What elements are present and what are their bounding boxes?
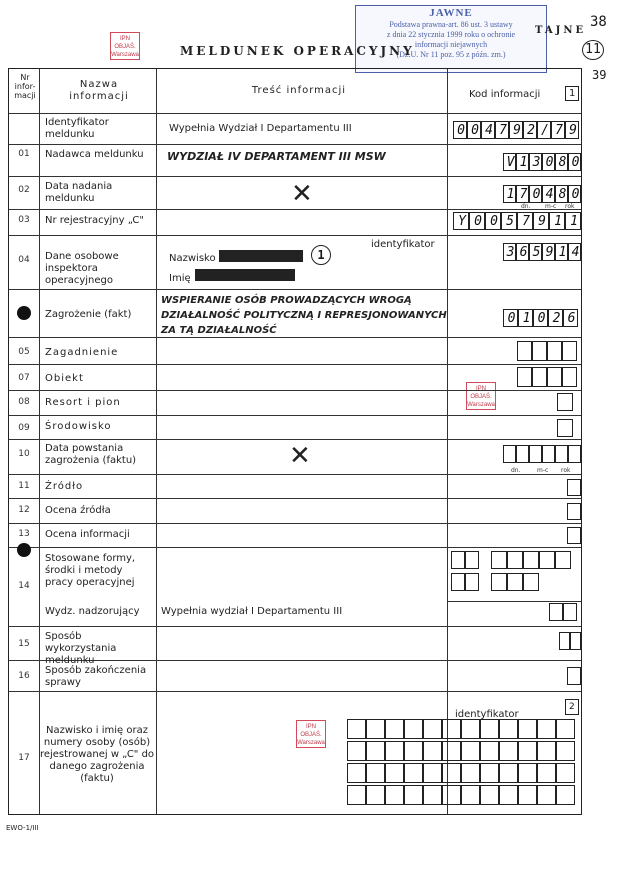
row-label-nr-rejestracyjny: Nr rejestracyjny „C" <box>45 215 144 226</box>
code-digit-box <box>503 185 516 203</box>
col-header-kod: Kod informacji <box>469 89 541 100</box>
code-digit: 7 <box>519 187 528 202</box>
row-divider <box>9 289 581 290</box>
code-digit-box <box>542 153 555 171</box>
code-digit: 7 <box>499 123 507 138</box>
row-content-zagrozenie: WSPIERANIE OSÓB PROWADZĄCYCH WROGĄ DZIAŁALNOŚĆ POLITYCZNĄ I REPRESJONOWANYCH ZA TĄ DZIAŁALNOŚĆ <box>161 295 447 336</box>
nazwisko-label: Nazwisko <box>169 253 216 264</box>
code-digit-box <box>516 185 529 203</box>
row-nr: 16 <box>18 671 30 681</box>
row-nr: 09 <box>18 423 30 433</box>
binder-dot <box>17 306 31 320</box>
code-digit-box <box>503 309 518 327</box>
code-box <box>567 503 581 520</box>
row-divider <box>9 209 581 210</box>
code-digit-box <box>347 763 366 783</box>
code-digit-box <box>556 785 575 805</box>
code-digit-box <box>532 341 547 361</box>
row-nr: 11 <box>18 481 30 491</box>
code-digit-box <box>565 212 581 230</box>
code-digit-box <box>555 185 568 203</box>
code-digit-box <box>516 445 529 463</box>
jawne-line-4: (Dz.U. Nr 11 poz. 95 z późn. zm.) <box>396 50 506 59</box>
row-label-srodowisko: Środowisko <box>45 421 112 432</box>
code-digit-box <box>469 212 485 230</box>
code-digit-box <box>453 212 469 230</box>
code-digit-box <box>495 121 509 139</box>
code-digit: 0 <box>571 187 580 202</box>
code-box <box>567 667 581 685</box>
code-digit: 1 <box>519 155 528 170</box>
code-digit-box <box>442 741 461 761</box>
code-digit-box <box>523 573 539 591</box>
code-digit-box <box>507 551 523 569</box>
row-label-nazwisko-imie: Nazwisko i imię oraz numery osoby (osób) rejestrowanej w „C" do danego zagrożenia (faktu) <box>39 725 155 784</box>
code-digit-box <box>347 741 366 761</box>
code-digit-box <box>517 367 532 387</box>
code-digit-box <box>451 551 465 569</box>
code-digit-box <box>517 341 532 361</box>
code-digit: 0 <box>490 214 498 229</box>
code-digit-box <box>562 341 577 361</box>
row-divider <box>9 415 581 416</box>
code-digit-box <box>559 632 570 650</box>
form-table <box>8 68 582 815</box>
ipn-line: OBJAŚ. <box>470 394 492 400</box>
code-digit-box <box>481 121 495 139</box>
row-nr: 02 <box>18 185 30 195</box>
ipn-line: OBJAŚ. <box>300 732 322 738</box>
code-digit-box <box>423 785 442 805</box>
code-digit-box <box>385 785 404 805</box>
code-digit: 1 <box>522 311 531 326</box>
row-nr: 14 <box>18 581 30 591</box>
code-digit-box <box>366 719 385 739</box>
code-digit-box <box>537 741 556 761</box>
code-digit-box <box>549 603 563 621</box>
code-box <box>567 527 581 544</box>
row-divider <box>9 474 581 475</box>
row-nr: 07 <box>18 373 30 383</box>
code-digit-box <box>518 763 537 783</box>
row-nr: 17 <box>18 753 30 763</box>
code-digit-box <box>347 785 366 805</box>
code-digit: 0 <box>457 123 465 138</box>
code-digit: 1 <box>558 245 567 260</box>
code-digit-box <box>509 121 523 139</box>
code-digit-box <box>423 763 442 783</box>
ipn-line: IPN <box>475 386 486 392</box>
redaction-nazwisko <box>219 250 303 262</box>
code-digit-box <box>385 719 404 739</box>
code-digit-box <box>563 309 578 327</box>
col-header-nazwa: Nazwa informacji <box>69 79 129 102</box>
code-digit-box <box>518 719 537 739</box>
col-header-nr: Nr infor- macji <box>14 73 36 100</box>
code-digit-box <box>485 212 501 230</box>
sub-rok: rok <box>565 203 575 210</box>
code-digit-box <box>549 212 565 230</box>
form-footer: EWO-1/III <box>6 824 39 832</box>
cross-mark: ✕ <box>289 441 311 471</box>
code-digit: 0 <box>545 155 554 170</box>
code-digit-box <box>523 551 539 569</box>
row-nr: 10 <box>18 449 30 459</box>
code-digit-box <box>404 719 423 739</box>
row-label-resort: Resort i pion <box>45 397 121 408</box>
code-digit: 2 <box>527 123 535 138</box>
code-digit-box <box>366 741 385 761</box>
code-digit-box <box>453 121 467 139</box>
code-digit-box <box>542 243 555 261</box>
code-digit-box <box>404 741 423 761</box>
box-2 <box>565 699 579 715</box>
code-digit-box <box>347 719 366 739</box>
code-digit-box <box>556 719 575 739</box>
row-divider <box>9 626 581 627</box>
margin-note-2: 11 <box>582 40 604 60</box>
code-digit-box <box>555 445 568 463</box>
code-digit: 4 <box>571 245 580 260</box>
code-digit: 9 <box>513 123 521 138</box>
code-digit-box <box>499 741 518 761</box>
code-digit-box <box>491 551 507 569</box>
code-digit-box <box>385 763 404 783</box>
code-digit-box <box>385 741 404 761</box>
code-digit-box <box>533 212 549 230</box>
row-divider <box>9 390 581 391</box>
identyfikator-label: identyfikator <box>371 239 435 250</box>
kod-box-value: 1 <box>569 88 576 99</box>
code-digit-box <box>568 243 581 261</box>
row-label-ocena-informacji: Ocena informacji <box>45 529 130 540</box>
code-digit-box <box>539 551 555 569</box>
code-digit-box <box>461 741 480 761</box>
col-divider <box>39 69 40 814</box>
code-digit-box <box>461 763 480 783</box>
code-digit-box <box>555 153 568 171</box>
code-digit-box <box>529 153 542 171</box>
code-digit-box <box>442 719 461 739</box>
code-digit: 8 <box>558 187 567 202</box>
code-digit-box <box>491 573 507 591</box>
row-content-identyfikator: Wypełnia Wydział I Departamentu III <box>169 123 352 134</box>
ipn-line: Warszawa <box>111 52 139 58</box>
row-divider <box>9 176 581 177</box>
code-digit-box <box>537 121 551 139</box>
margin-note-1: 38 <box>590 14 607 30</box>
code-digit-box <box>366 763 385 783</box>
row-label-obiekt: Obiekt <box>45 373 84 384</box>
code-digit: 7 <box>555 123 563 138</box>
row-label-sposob-wykorzystania: Sposób wykorzystania meldunku <box>45 631 117 666</box>
ipn-line: OBJAŚ. <box>114 44 136 50</box>
code-digit-box <box>523 121 537 139</box>
code-digit-box <box>547 367 562 387</box>
ipn-stamp-top <box>110 32 140 60</box>
code-digit-box <box>542 185 555 203</box>
row-label-stosowane-formy: Stosowane formy, środki i metody pracy operacyjnej <box>45 553 136 588</box>
code-digit: 0 <box>507 311 516 326</box>
sub-mc: m-c <box>537 467 549 474</box>
redaction-imie <box>195 269 295 281</box>
code-box <box>557 393 573 411</box>
jawne-line-2: z dnia 22 stycznia 1999 roku o ochronie <box>386 30 516 39</box>
code-digit: 9 <box>545 245 554 260</box>
col-divider <box>447 69 448 814</box>
code-digit-box <box>404 763 423 783</box>
row-nr: 04 <box>18 255 30 265</box>
code-digit-box <box>480 763 499 783</box>
col-divider <box>156 69 157 814</box>
code-digit-box <box>555 551 571 569</box>
binder-dot <box>17 543 31 557</box>
code-digit-box <box>366 785 385 805</box>
kod-box <box>565 86 579 101</box>
code-digit-box <box>442 763 461 783</box>
code-digit-box <box>542 445 555 463</box>
identyfikator-label-17: identyfikator <box>455 709 519 720</box>
code-box <box>557 419 573 437</box>
row-label-zrodlo: Źródło <box>45 481 84 492</box>
code-digit-box <box>547 341 562 361</box>
code-digit-box <box>499 763 518 783</box>
ipn-line: Warszawa <box>467 402 495 408</box>
code-digit: V <box>506 155 515 170</box>
code-digit-box <box>465 573 479 591</box>
code-digit-box <box>548 309 563 327</box>
imie-label: Imię <box>169 273 191 284</box>
row-nr: 05 <box>18 347 30 357</box>
code-digit-box <box>503 153 516 171</box>
code-digit: / <box>541 123 549 138</box>
code-digit: 0 <box>474 214 482 229</box>
code-digit-box <box>518 785 537 805</box>
row-label-ocena-zrodla: Ocena źródła <box>45 505 111 516</box>
row-divider <box>9 498 581 499</box>
code-digit: 3 <box>506 245 515 260</box>
jawne-line-1: Podstawa prawna-art. 86 ust. 3 ustawy <box>389 20 513 29</box>
sub-dn: dn. <box>511 467 521 474</box>
row-divider <box>9 547 581 548</box>
code-digit-box <box>537 719 556 739</box>
code-digit-box <box>423 741 442 761</box>
code-digit-box <box>537 785 556 805</box>
code-digit: 0 <box>471 123 479 138</box>
margin-note-3: 39 <box>592 68 607 82</box>
row-label-zagrozenie: Zagrożenie (fakt) <box>45 309 132 320</box>
code-digit-box <box>518 309 533 327</box>
row-subcontent-wydz: Wypełnia wydział I Departamentu III <box>161 606 343 617</box>
row-sublabel-wydz-nadzorujacy: Wydz. nadzorujący <box>45 606 140 617</box>
row-nr: 12 <box>18 505 30 515</box>
code-digit-box <box>568 445 581 463</box>
box-2-value: 2 <box>569 702 575 712</box>
circled-number: 1 <box>311 245 331 265</box>
jawne-stamp <box>355 5 547 73</box>
code-digit: 4 <box>545 187 554 202</box>
code-digit-box <box>518 741 537 761</box>
row-nr: 03 <box>18 215 30 225</box>
code-digit: 1 <box>506 187 515 202</box>
row-label-zagadnienie: Zagadnienie <box>45 347 119 358</box>
row-label-dane-osobowe: Dane osobowe inspektora operacyjnego <box>45 251 119 286</box>
code-digit: 5 <box>506 214 514 229</box>
code-digit-box <box>570 632 581 650</box>
code-digit-box <box>451 573 465 591</box>
code-digit-box <box>555 243 568 261</box>
code-digit-box <box>461 785 480 805</box>
code-digit-box <box>465 551 479 569</box>
code-digit-box <box>537 763 556 783</box>
code-digit: 1 <box>554 214 562 229</box>
code-digit-box <box>503 243 516 261</box>
code-digit-box <box>565 121 579 139</box>
row-divider <box>9 364 581 365</box>
code-digit: 6 <box>519 245 528 260</box>
code-digit-box <box>529 445 542 463</box>
row-nr: 08 <box>18 397 30 407</box>
code-digit: 0 <box>532 187 541 202</box>
code-digit-box <box>423 719 442 739</box>
code-digit-box <box>461 719 480 739</box>
code-digit-box <box>529 243 542 261</box>
code-digit: 5 <box>532 245 541 260</box>
code-digit: 2 <box>552 311 561 326</box>
row-divider <box>447 601 581 602</box>
row-label-identyfikator: Identyfikator meldunku <box>45 117 109 140</box>
code-digit-box <box>568 153 581 171</box>
code-digit-box <box>563 603 577 621</box>
row-nr: 15 <box>18 639 30 649</box>
ipn-line: IPN <box>119 36 130 42</box>
row-nr: 01 <box>18 149 30 159</box>
row-divider <box>9 691 581 692</box>
code-digit-box <box>442 785 461 805</box>
code-digit-box <box>480 741 499 761</box>
code-digit: 9 <box>538 214 546 229</box>
code-box <box>567 479 581 496</box>
code-digit-box <box>562 367 577 387</box>
code-digit: 3 <box>532 155 541 170</box>
code-digit: Y <box>458 214 466 229</box>
code-digit: 0 <box>537 311 546 326</box>
row-divider <box>9 235 581 236</box>
jawne-title: JAWNE <box>429 7 473 19</box>
code-digit-box <box>503 445 516 463</box>
row-nr: 13 <box>18 529 30 539</box>
code-digit-box <box>404 785 423 805</box>
jawne-line-3: informacji niejawnych <box>414 40 488 49</box>
page-title: MELDUNEK OPERACYJNY <box>180 44 415 58</box>
row-divider <box>9 113 581 114</box>
code-digit-box <box>551 121 565 139</box>
col-header-tresc: Treść informacji <box>251 85 347 96</box>
sub-dn: dn. <box>521 203 531 210</box>
code-digit-box <box>507 573 523 591</box>
code-digit-box <box>499 719 518 739</box>
classification: TAJNE <box>535 25 587 36</box>
row-content-nadawca: WYDZIAŁ IV DEPARTAMENT III MSW <box>167 150 386 163</box>
code-digit-box <box>568 185 581 203</box>
row-divider <box>9 439 581 440</box>
code-digit: 9 <box>569 123 577 138</box>
row-label-data-powstania: Data powstania zagrożenia (faktu) <box>45 443 137 466</box>
code-digit-box <box>480 719 499 739</box>
code-digit-box <box>556 741 575 761</box>
code-digit-box <box>517 212 533 230</box>
code-digit: 8 <box>558 155 567 170</box>
code-digit-box <box>480 785 499 805</box>
row-divider <box>9 523 581 524</box>
code-digit: 6 <box>567 311 576 326</box>
sub-rok: rok <box>561 467 571 474</box>
code-digit-box <box>499 785 518 805</box>
code-digit-box <box>533 309 548 327</box>
code-digit-box <box>501 212 517 230</box>
code-digit-box <box>467 121 481 139</box>
row-label-nadawca: Nadawca meldunku <box>45 149 144 160</box>
cross-mark: ✕ <box>291 179 313 209</box>
code-digit: 4 <box>485 123 493 138</box>
sub-mc: m-c <box>545 203 557 210</box>
code-digit: 1 <box>570 214 578 229</box>
code-digit-box <box>556 763 575 783</box>
row-divider <box>9 144 581 145</box>
ipn-line: Warszawa <box>297 740 325 746</box>
code-digit-box <box>516 243 529 261</box>
row-label-data-nadania: Data nadania meldunku <box>45 181 113 204</box>
code-digit: 7 <box>522 214 530 229</box>
code-digit-box <box>516 153 529 171</box>
ipn-line: IPN <box>305 724 316 730</box>
code-digit-box <box>532 367 547 387</box>
code-digit-box <box>529 185 542 203</box>
row-label-sposob-zakonczenia: Sposób zakończenia sprawy <box>45 665 147 688</box>
code-digit: 0 <box>571 155 580 170</box>
